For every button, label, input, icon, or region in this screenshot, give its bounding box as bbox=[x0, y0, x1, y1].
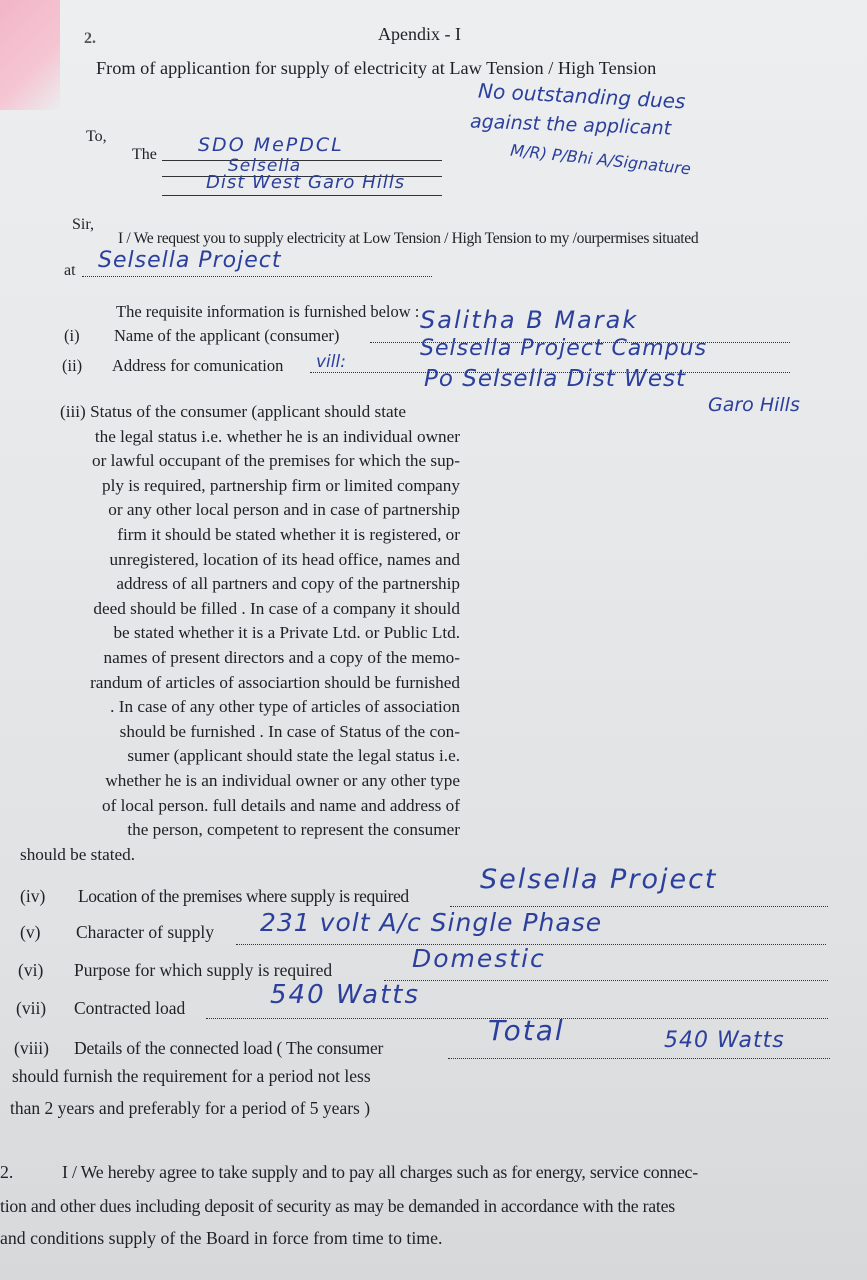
address-value-1: Selsella Project Campus bbox=[420, 336, 708, 361]
item-iii-text bbox=[20, 400, 460, 867]
item-i-number: (i) bbox=[64, 326, 80, 345]
item-viii-dotted-line bbox=[448, 1058, 830, 1059]
item-iii-line: deed should be filled . In case of a company it should bbox=[93, 598, 460, 618]
item-iii-line: should be stated. bbox=[20, 844, 136, 864]
address-handwritten-2: Selsella bbox=[228, 156, 302, 176]
address-line-3 bbox=[162, 195, 442, 196]
item-iii-line: or lawful occupant of the premises for which the sup- bbox=[92, 451, 460, 471]
item-iii-line: (iii) Status of the consumer (applicant should state bbox=[60, 402, 407, 421]
item-iv-number: (iv) bbox=[20, 886, 46, 906]
item-iii-line: address of all partners and copy of the partnership bbox=[116, 574, 460, 594]
item-v-label: Character of supply bbox=[76, 922, 215, 942]
at-dotted-line bbox=[82, 276, 432, 277]
appendix-heading: Apendix - I bbox=[378, 24, 461, 44]
dues-note-2: against the applicant bbox=[469, 110, 672, 140]
dues-note-1: No outstanding dues bbox=[477, 78, 687, 114]
to-label: To, bbox=[86, 128, 107, 145]
item-iii-line: ply is required, partnership firm or limited company bbox=[102, 475, 460, 495]
item-iii-line: . In case of any other type of articles of association bbox=[110, 697, 460, 717]
item-vi-number: (vi) bbox=[18, 960, 44, 980]
clause-2-number: 2. bbox=[0, 1162, 14, 1182]
pink-paper-corner bbox=[0, 0, 60, 110]
clause-2-line-1: I / We hereby agree to take supply and to pay all charges such as for energy, service connec- bbox=[62, 1162, 698, 1182]
item-iii-line: of local person. full details and name and address of bbox=[102, 795, 460, 815]
item-iii-line: be stated whether it is a Private Ltd. or Public Ltd. bbox=[113, 623, 460, 643]
item-viii-number: (viii) bbox=[14, 1038, 49, 1058]
supply-character-value: 231 volt A/c Single Phase bbox=[260, 908, 603, 937]
item-iii-line: the person, competent to represent the consumer bbox=[127, 820, 460, 840]
intro-text: The requisite information is furnished below : bbox=[116, 302, 420, 321]
clause-2-line-3: and conditions supply of the Board in force from time to time. bbox=[0, 1228, 443, 1248]
purpose-value: Domestic bbox=[412, 944, 546, 973]
clause-2-line-2: tion and other dues including deposit of security as may be demanded in accordance with the rates bbox=[0, 1196, 675, 1216]
item-iii-line: randum of articles of associartion should be furnished bbox=[90, 672, 460, 692]
item-viii-line-3: than 2 years and preferably for a period of 5 years ) bbox=[10, 1098, 371, 1118]
item-vi-label: Purpose for which supply is required bbox=[74, 960, 333, 980]
item-ii-label: Address for comunication bbox=[112, 356, 284, 375]
the-label: The bbox=[132, 146, 157, 163]
item-iii-line: unregistered, location of its head office, names and bbox=[109, 549, 460, 569]
address-prefix-value: vill: bbox=[316, 352, 346, 372]
at-label: at bbox=[64, 262, 76, 279]
item-iv-dotted-line bbox=[450, 906, 828, 907]
item-vi-dotted-line bbox=[384, 980, 828, 981]
page-marker: 2. bbox=[84, 30, 96, 47]
item-iii-line: should be furnished . In case of Status of the con- bbox=[119, 721, 460, 741]
address-value-2: Po Selsella Dist West bbox=[424, 366, 687, 392]
dues-note-3: M/R) P/Bhi A/Signature bbox=[509, 140, 692, 179]
item-iii-line: names of present directors and a copy of the memo- bbox=[103, 647, 460, 667]
connected-load-total-label: Total bbox=[488, 1014, 565, 1047]
item-iii-line: whether he is an individual owner or any other type bbox=[105, 770, 460, 790]
address-handwritten-3: Dist West Garo Hills bbox=[206, 172, 406, 193]
form-title: From of applicantion for supply of electricity at Law Tension / High Tension bbox=[96, 58, 657, 78]
applicant-name-value: Salitha B Marak bbox=[420, 306, 639, 334]
address-value-3: Garo Hills bbox=[708, 394, 800, 416]
item-ii-number: (ii) bbox=[62, 356, 83, 375]
item-vii-label: Contracted load bbox=[74, 998, 186, 1018]
at-value: Selsella Project bbox=[98, 248, 282, 273]
item-iii-line: sumer (applicant should state the legal status i.e. bbox=[127, 746, 460, 766]
item-viii-line-2: should furnish the requirement for a period not less bbox=[12, 1066, 371, 1086]
item-i-label: Name of the applicant (consumer) bbox=[114, 326, 340, 345]
location-value: Selsella Project bbox=[480, 864, 718, 895]
item-v-number: (v) bbox=[20, 922, 41, 942]
sir-label: Sir, bbox=[72, 216, 95, 233]
contracted-load-value: 540 Watts bbox=[270, 980, 421, 1010]
item-vii-number: (vii) bbox=[16, 998, 47, 1018]
item-viii-label: Details of the connected load ( The consumer bbox=[74, 1038, 384, 1058]
request-text: I / We request you to supply electricity at Low Tension / High Tension to my /ourpermises situated bbox=[118, 230, 699, 247]
item-iii-line: or any other local person and in case of partnership bbox=[108, 500, 460, 520]
address-line-1 bbox=[162, 160, 442, 161]
address-handwritten-1: SDO MePDCL bbox=[198, 134, 344, 156]
connected-load-value: 540 Watts bbox=[664, 1028, 785, 1053]
item-iii-line: the legal status i.e. whether he is an individual owner bbox=[94, 426, 460, 446]
item-iii-line: firm it should be stated whether it is registered, or bbox=[117, 524, 460, 544]
item-iv-label: Location of the premises where supply is required bbox=[78, 886, 409, 906]
